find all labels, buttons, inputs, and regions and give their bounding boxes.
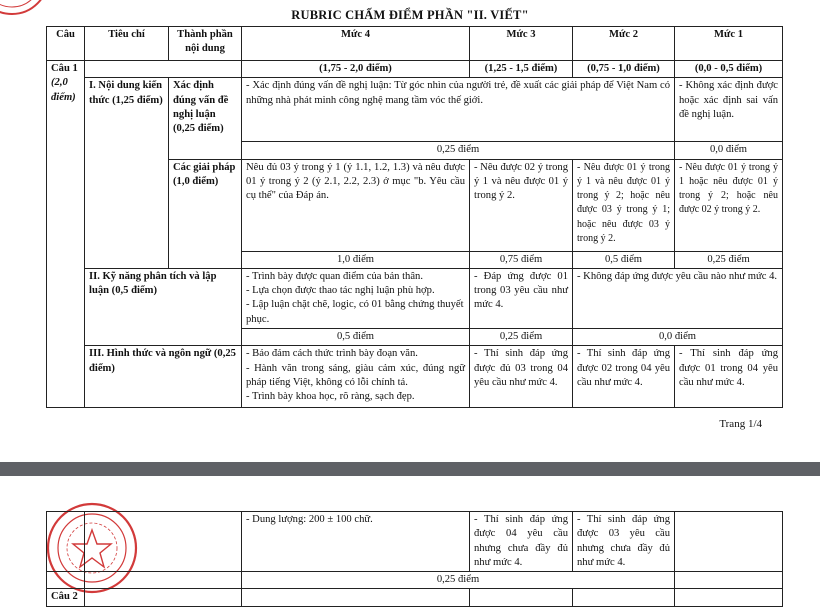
xac-dinh-score-low: 0,0 điểm <box>675 142 783 159</box>
header-muc4: Mức 4 <box>242 27 470 61</box>
header-muc1: Mức 1 <box>675 27 783 61</box>
criterion-hinh-thuc: III. Hình thức và ngôn ngữ (0,25 điểm) <box>85 346 242 408</box>
giai-phap-score-3: 0,75 điểm <box>470 251 573 268</box>
document-page-2 <box>0 476 820 603</box>
score-row <box>47 572 783 589</box>
rubric-title: RUBRIC CHẤM ĐIỂM PHẦN "II. VIẾT" <box>291 8 529 22</box>
giai-phap-muc3: - Nêu được 02 ý trong ý 1 và nêu được 01 ý trong ý 2. <box>470 159 573 251</box>
giai-phap-muc2: - Nêu được 01 ý trong ý 1 và nêu được 01 ý trong ý 2; hoặc nêu được 03 ý trong ý 1; hoặc nêu được 03 ý trong ý 2. <box>573 159 675 251</box>
xac-dinh-score-high: 0,25 điểm <box>242 142 675 159</box>
table-row <box>47 78 783 142</box>
giai-phap-score-1: 0,25 điểm <box>675 251 783 268</box>
lap-luan-muc21: - Không đáp ứng được yêu cầu nào như mức 4. <box>573 268 783 328</box>
giai-phap-muc4: Nêu đủ 03 ý trong ý 1 (ý 1.1, 1.2, 1.3) và nêu được 01 ý trong ý 2 (ý 2.1, 2.2, 2.3) ở mục "b. Yêu cầu cụ thể" của Đáp án. <box>242 159 470 251</box>
range-muc1: (0,0 - 0,5 điểm) <box>675 61 783 78</box>
xac-dinh-muc1: - Không xác định được hoặc xác định sai vấn đề nghị luận. <box>675 78 783 142</box>
dung-luong-score: 0,25 điểm <box>242 572 675 589</box>
range-muc2: (0,75 - 1,0 điểm) <box>573 61 675 78</box>
lap-luan-score-4: 0,5 điểm <box>242 329 470 346</box>
header-thanh-phan: Thành phần nội dung <box>169 27 242 61</box>
cau-label: Câu 1 <box>51 63 78 74</box>
hinh-thuc-muc3: - Thí sinh đáp ứng được đủ 03 trong 04 yêu cầu như mức 4. <box>470 346 573 408</box>
hinh-thuc-muc1: - Thí sinh đáp ứng được 01 trong 04 yêu cầu như mức 4. <box>675 346 783 408</box>
component-giai-phap: Các giải pháp (1,0 điểm) <box>169 159 242 268</box>
header-muc2: Mức 2 <box>573 27 675 61</box>
cau-cell <box>47 61 85 408</box>
criterion-noi-dung: I. Nội dung kiến thức (1,25 điểm) <box>85 78 169 269</box>
rubric-table <box>46 26 783 408</box>
header-cau: Câu <box>47 27 85 61</box>
table-row <box>47 589 783 606</box>
lap-luan-muc3: - Đáp ứng được 01 trong 03 yêu cầu như mức 4. <box>470 268 573 328</box>
page-gap <box>0 462 820 476</box>
rubric-table-continued <box>46 511 783 607</box>
dung-luong-muc4: - Dung lượng: 200 ± 100 chữ. <box>242 512 470 572</box>
hinh-thuc-muc4: - Bảo đảm cách thức trình bày đoạn văn. - Hành văn trong sáng, giàu cảm xúc, đúng ngữ pháp tiếng Việt, không có lỗi chính tả. - Trình bày khoa học, rõ ràng, sạch đẹp. <box>242 346 470 408</box>
xac-dinh-muc4: - Xác định đúng vấn đề nghị luận: Từ góc nhìn của người trẻ, đề xuất các giải pháp để Việt Nam có những nhà phát minh công nghệ mang tầm vóc thế giới. <box>242 78 675 142</box>
header-muc3: Mức 3 <box>470 27 573 61</box>
table-row <box>47 346 783 408</box>
dung-luong-muc3: - Thí sinh đáp ứng được 04 yêu cầu nhưng chưa đầy đủ như mức 4. <box>470 512 573 572</box>
lap-luan-score-21: 0,0 điểm <box>573 329 783 346</box>
range-muc4: (1,75 - 2,0 điểm) <box>242 61 470 78</box>
page-number: Trang 1/4 <box>719 418 762 430</box>
hinh-thuc-muc2: - Thí sinh đáp ứng được 02 trong 04 yêu cầu như mức 4. <box>573 346 675 408</box>
criterion-lap-luan: II. Kỹ năng phân tích và lập luận (0,5 điểm) <box>85 268 242 345</box>
component-xac-dinh: Xác định đúng vấn đề nghị luận (0,25 điểm) <box>169 78 242 159</box>
table-row <box>47 512 783 572</box>
giai-phap-score-4: 1,0 điểm <box>242 251 470 268</box>
cau-points: (2,0 điểm) <box>51 77 76 103</box>
giai-phap-muc1: - Nêu được 01 ý trong ý 1 hoặc nêu được 01 ý trong ý 2; hoặc nêu được 02 ý trong ý 2. <box>675 159 783 251</box>
range-muc3: (1,25 - 1,5 điểm) <box>470 61 573 78</box>
lap-luan-muc4: - Trình bày được quan điểm của bản thân. - Lựa chọn được thao tác nghị luận phù hợp. - Lập luận chặt chẽ, logic, có 01 bằng chứng thuyết phục. <box>242 268 470 328</box>
next-row-label: Câu 2 <box>47 589 85 606</box>
header-tieu-chi: Tiêu chí <box>85 27 169 61</box>
header-row <box>47 27 783 61</box>
lap-luan-score-3: 0,25 điểm <box>470 329 573 346</box>
range-row <box>47 61 783 78</box>
dung-luong-muc2: - Thí sinh đáp ứng được 03 yêu cầu nhưng chưa đầy đủ như mức 4. <box>573 512 675 572</box>
table-row <box>47 268 783 328</box>
giai-phap-score-2: 0,5 điểm <box>573 251 675 268</box>
